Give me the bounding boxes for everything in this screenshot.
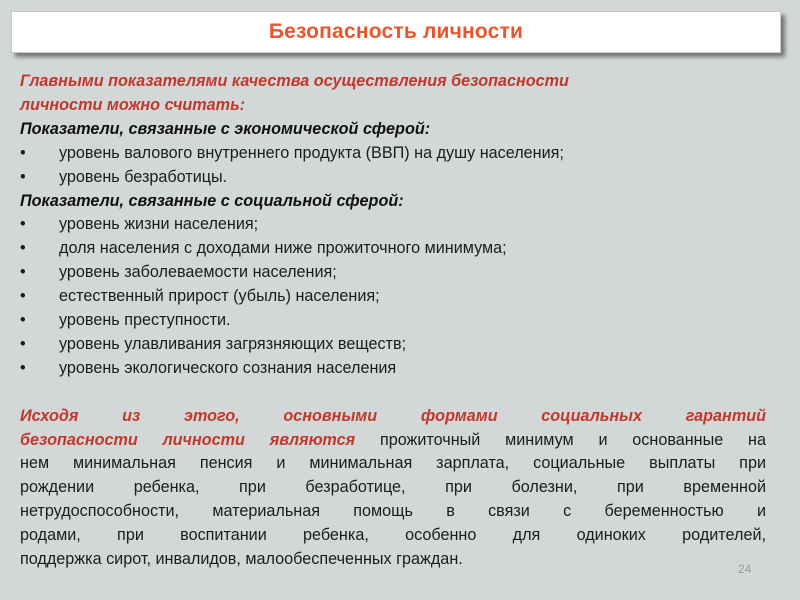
bullet-icon: • <box>20 311 26 330</box>
conclusion-line-5: нетрудоспособности, материальная помощь в связи с беременностью и <box>20 502 766 521</box>
list-item <box>20 237 766 261</box>
conclusion-line-6: родами, при воспитании ребенка, особенно для одиноких родителей, <box>20 526 766 545</box>
page-number: 24 <box>738 562 752 576</box>
economic-item-1: уровень валового внутреннего продукта (ВВП) на душу населения; <box>59 143 564 162</box>
list-item <box>20 285 766 309</box>
bullet-icon: • <box>20 287 26 306</box>
paragraph-spacer <box>20 381 766 405</box>
list-item <box>20 261 766 285</box>
intro-line-2: личности можно считать: <box>20 95 246 114</box>
social-item-3: уровень заболеваемости населения; <box>59 263 337 282</box>
list-item <box>20 333 766 357</box>
list-item <box>20 142 766 166</box>
bullet-icon: • <box>20 239 26 258</box>
bullet-icon: • <box>20 143 26 162</box>
bullet-icon: • <box>20 215 26 234</box>
conclusion-line-2-rest: прожиточный минимум и основанные на <box>355 430 766 449</box>
social-item-4: естественный прирост (убыль) населения; <box>59 287 380 306</box>
bullet-icon: • <box>20 358 26 377</box>
economic-heading: Показатели, связанные с экономической сферой: <box>20 119 431 138</box>
economic-item-2: уровень безработицы. <box>59 167 228 186</box>
social-item-7: уровень экологического сознания населения <box>59 358 397 377</box>
social-heading: Показатели, связанные с социальной сферой: <box>20 191 404 210</box>
intro-line-1: Главными показателями качества осуществления безопасности <box>20 72 569 90</box>
title-box <box>11 11 781 53</box>
conclusion-line-7: поддержка сирот, инвалидов, малообеспеченных граждан. <box>20 550 463 569</box>
social-item-5: уровень преступности. <box>59 311 231 330</box>
bullet-icon: • <box>20 334 26 353</box>
bullet-icon: • <box>20 167 26 186</box>
social-item-6: уровень улавливания загрязняющих веществ; <box>59 334 407 353</box>
social-item-2: доля населения с доходами ниже прожиточного минимума; <box>59 239 507 258</box>
conclusion-emphasis: безопасности личности являются <box>20 430 356 449</box>
list-item <box>20 166 766 190</box>
conclusion-line-1: Исходя из этого, основными формами социальных гарантий <box>20 406 766 425</box>
bullet-icon: • <box>20 263 26 282</box>
conclusion-line-2 <box>20 429 766 453</box>
list-item <box>20 213 766 237</box>
list-item <box>20 309 766 333</box>
social-item-1: уровень жизни населения; <box>59 215 259 234</box>
slide-content <box>20 70 766 572</box>
conclusion-line-3: нем минимальная пенсия и минимальная зарплата, социальные выплаты при <box>20 454 766 473</box>
list-item <box>20 357 766 381</box>
conclusion-line-4: рождении ребенка, при безработице, при болезни, при временной <box>20 478 766 497</box>
slide-title: Безопасность личности <box>268 20 524 43</box>
